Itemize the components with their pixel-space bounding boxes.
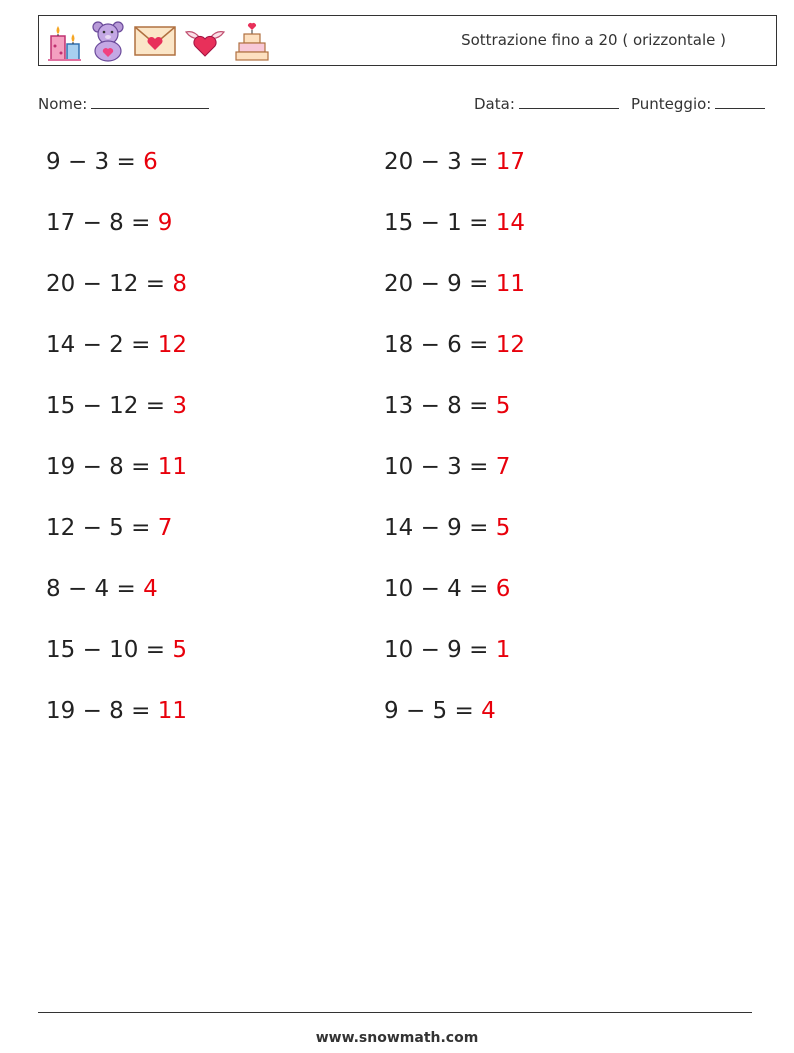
problem-answer: 12 [495,332,525,358]
problem-answer: 17 [495,149,525,175]
problem-question: 14 − 9 = [384,515,496,541]
problem-answer: 8 [172,271,187,297]
problem-question: 10 − 4 = [384,576,496,602]
problem-item [46,149,158,175]
date-field [474,94,619,113]
name-blank[interactable] [91,94,209,109]
problem-answer: 14 [495,210,525,236]
problem-item [46,637,187,663]
problem-answer: 4 [481,698,496,724]
teddy-bear-icon [89,20,127,62]
problem-question: 17 − 8 = [46,210,158,236]
problem-item [384,332,525,358]
problem-item [384,149,525,175]
problem-item [46,210,172,236]
problem-item [46,332,187,358]
problem-question: 9 − 5 = [384,698,482,724]
problem-answer: 11 [157,698,187,724]
problem-answer: 7 [495,454,511,480]
heart-cake-icon [233,20,271,62]
problem-item [384,637,510,663]
problem-answer: 4 [143,576,158,602]
date-label: Data: [474,95,515,113]
score-label: Punteggio: [631,95,712,113]
winged-heart-icon [183,20,227,62]
name-label: Nome: [38,95,88,113]
problem-question: 10 − 9 = [384,637,496,663]
header-icons [45,20,271,62]
score-blank[interactable] [715,94,765,109]
problem-answer: 5 [495,515,511,541]
problem-question: 10 − 3 = [384,454,496,480]
problem-question: 19 − 8 = [46,454,158,480]
problem-answer: 11 [495,271,525,297]
problem-answer: 5 [495,393,511,419]
problem-item [384,271,525,297]
problem-answer: 5 [172,637,187,663]
problem-answer: 12 [157,332,187,358]
problem-answer: 6 [143,149,158,175]
problem-item [384,393,510,419]
worksheet-title: Sottrazione fino a 20 ( orizzontale ) [461,31,726,49]
problem-item [46,576,158,602]
problem-question: 8 − 4 = [46,576,144,602]
problem-question: 15 − 10 = [46,637,173,663]
problem-answer: 11 [157,454,187,480]
problem-question: 12 − 5 = [46,515,158,541]
candles-icon [45,20,83,62]
problem-question: 15 − 1 = [384,210,496,236]
love-letter-icon [133,20,177,62]
problem-question: 13 − 8 = [384,393,496,419]
problem-question: 19 − 8 = [46,698,158,724]
footer-url[interactable]: www.snowmath.com [315,1030,479,1046]
problem-question: 20 − 3 = [384,149,496,175]
date-blank[interactable] [519,94,619,109]
problem-item [384,698,496,724]
problem-item [384,210,525,236]
problem-question: 20 − 9 = [384,271,496,297]
problem-answer: 7 [157,515,173,541]
name-field [38,94,209,113]
problem-answer: 9 [157,210,173,236]
problem-question: 20 − 12 = [46,271,173,297]
score-field [631,94,765,113]
problem-item [384,576,510,602]
worksheet-header [38,15,777,66]
problem-item [46,393,187,419]
problem-item [384,515,510,541]
problem-question: 18 − 6 = [384,332,496,358]
problem-question: 9 − 3 = [46,149,144,175]
problem-question: 14 − 2 = [46,332,158,358]
problem-item [46,515,172,541]
problem-item [46,271,187,297]
footer-divider [38,1012,752,1013]
problem-answer: 3 [172,393,187,419]
problem-item [46,454,187,480]
problem-item [384,454,510,480]
problem-item [46,698,187,724]
problem-question: 15 − 12 = [46,393,173,419]
problem-answer: 1 [495,637,511,663]
problem-answer: 6 [495,576,511,602]
